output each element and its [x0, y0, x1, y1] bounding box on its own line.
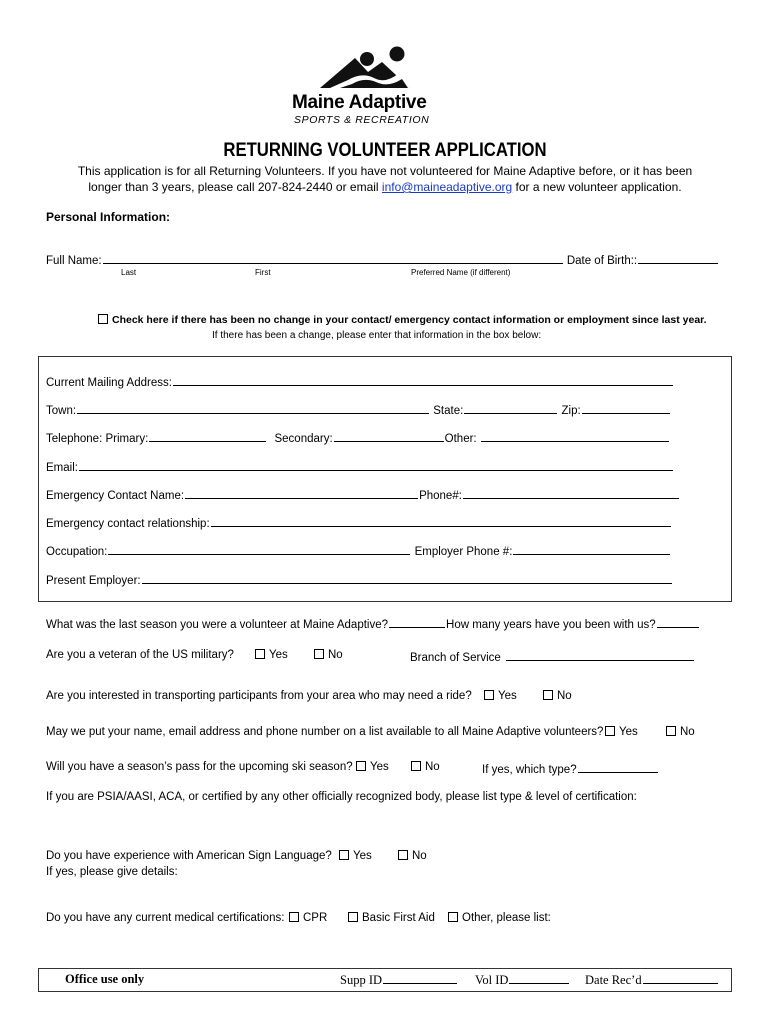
no-label: No	[425, 761, 440, 773]
tel-other-field[interactable]	[481, 430, 669, 442]
intro-text-end: for a new volunteer application.	[512, 180, 682, 194]
present-employer-label: Present Employer:	[46, 575, 141, 587]
email-row	[46, 459, 674, 474]
personal-info-heading: Personal Information:	[46, 210, 171, 224]
branch-label: Branch of Service	[410, 652, 501, 664]
tel-primary-field[interactable]	[149, 430, 266, 442]
yes-label: Yes	[353, 850, 372, 862]
logo-name: Maine Adaptive	[292, 92, 427, 113]
asl-yes[interactable]	[339, 850, 372, 862]
transport-yes-checkbox[interactable]	[484, 690, 494, 700]
season-pass-label: Will you have a season’s pass for the upcoming ski season?	[46, 761, 353, 773]
yes-label: Yes	[370, 761, 389, 773]
relationship-field[interactable]	[211, 515, 671, 527]
transport-no[interactable]	[543, 690, 572, 702]
email-field[interactable]	[79, 459, 673, 471]
supp-id-field[interactable]	[383, 972, 457, 984]
list-share-no-checkbox[interactable]	[666, 726, 676, 736]
intro-text: longer than 3 years, please call 207-824-2440 or email	[88, 180, 382, 194]
season-pass-no[interactable]	[411, 761, 440, 773]
state-field[interactable]	[464, 402, 557, 414]
full-name-row	[46, 252, 719, 267]
date-recd-field[interactable]	[643, 972, 718, 984]
years-with-field[interactable]	[657, 616, 699, 628]
no-change-note: If there has been a change, please enter that information in the box below:	[212, 330, 542, 341]
asl-label: Do you have experience with American Sign Language?	[46, 850, 332, 862]
zip-field[interactable]	[582, 402, 670, 414]
medical-label: Do you have any current medical certifications:	[46, 912, 285, 924]
logo-subtitle: SPORTS & RECREATION	[294, 114, 430, 126]
list-share-label: May we put your name, email address and phone number on a list available to all Maine Adaptive volunteers?	[46, 726, 604, 738]
asl-yes-checkbox[interactable]	[339, 850, 349, 860]
pass-type-label: If yes, which type?	[482, 764, 577, 776]
dob-field[interactable]	[638, 252, 718, 264]
town-label: Town:	[46, 405, 77, 417]
yes-label: Yes	[619, 726, 638, 738]
tel-secondary-field[interactable]	[334, 430, 444, 442]
name-sub-last: Last	[121, 268, 137, 277]
vol-id-label: Vol ID	[475, 973, 509, 987]
season-pass-yes[interactable]	[356, 761, 389, 773]
branch-field[interactable]	[506, 649, 694, 661]
season-pass-yes-checkbox[interactable]	[356, 761, 366, 771]
page-title: RETURNING VOLUNTEER APPLICATION	[223, 140, 547, 161]
no-label: No	[412, 850, 427, 862]
occupation-field[interactable]	[108, 543, 410, 555]
mailing-row	[46, 374, 674, 389]
list-share-yes-checkbox[interactable]	[605, 726, 615, 736]
full-name-field[interactable]	[103, 252, 563, 264]
other-cert-checkbox[interactable]	[448, 912, 458, 922]
emergency-phone-label: Phone#:	[419, 490, 462, 502]
emergency-phone-field[interactable]	[463, 487, 679, 499]
tel-primary-label: Telephone: Primary:	[46, 433, 149, 445]
certification-label: If you are PSIA/AASI, ACA, or certified by any other officially recognized body, please list type & level of certification:	[46, 791, 637, 803]
yes-label: Yes	[498, 690, 517, 702]
veteran-no[interactable]	[314, 649, 343, 661]
transport-yes[interactable]	[484, 690, 517, 702]
cpr-label: CPR	[303, 912, 328, 924]
veteran-no-checkbox[interactable]	[314, 649, 324, 659]
vol-id-field[interactable]	[509, 972, 569, 984]
season-pass-no-checkbox[interactable]	[411, 761, 421, 771]
yes-label: Yes	[269, 649, 288, 661]
supp-id-row	[340, 972, 458, 988]
first-aid-option[interactable]	[348, 912, 435, 924]
other-cert-label: Other, please list:	[462, 912, 551, 924]
dob-label: Date of Birth::	[566, 255, 638, 267]
cpr-option[interactable]	[289, 912, 327, 924]
list-share-yes[interactable]	[605, 726, 638, 738]
mailing-label: Current Mailing Address:	[46, 377, 172, 389]
employer-phone-field[interactable]	[513, 543, 670, 555]
asl-no-checkbox[interactable]	[398, 850, 408, 860]
mailing-field[interactable]	[173, 374, 673, 386]
emergency-name-field[interactable]	[185, 487, 418, 499]
veteran-label: Are you a veteran of the US military?	[46, 649, 234, 661]
pass-type-row	[482, 761, 659, 776]
cpr-checkbox[interactable]	[289, 912, 299, 922]
tel-other-label: Other:	[444, 433, 477, 445]
town-field[interactable]	[77, 402, 429, 414]
branch-row	[410, 649, 695, 664]
email-link[interactable]: info@maineadaptive.org	[381, 180, 513, 194]
no-change-label: Check here if there has been no change in your contact/ emergency contact information or employment since last year.	[112, 314, 707, 326]
intro-line-1: This application is for all Returning Volunteers. If you have not volunteered for Maine Adaptive before, or it has been	[77, 164, 693, 178]
town-row	[46, 402, 671, 417]
present-employer-field[interactable]	[142, 572, 672, 584]
veteran-yes[interactable]	[255, 649, 288, 661]
last-season-row	[46, 616, 700, 631]
date-recd-row	[585, 972, 719, 988]
supp-id-label: Supp ID	[340, 973, 383, 987]
employer-row	[46, 572, 673, 587]
tel-secondary-label: Secondary:	[274, 433, 333, 445]
date-recd-label: Date Rec’d	[585, 973, 642, 987]
first-aid-checkbox[interactable]	[348, 912, 358, 922]
telephone-row	[46, 430, 670, 445]
zip-label: Zip:	[561, 405, 581, 417]
email-label: Email:	[46, 462, 78, 474]
occupation-label: Occupation:	[46, 546, 108, 558]
no-change-row	[98, 314, 707, 326]
logo	[290, 44, 460, 128]
other-cert-option[interactable]	[448, 912, 551, 924]
list-share-no[interactable]	[666, 726, 695, 738]
office-use-label: Office use only	[65, 972, 145, 986]
asl-no[interactable]	[398, 850, 427, 862]
no-change-checkbox[interactable]	[98, 314, 108, 324]
occupation-row	[46, 543, 671, 558]
relationship-row	[46, 515, 672, 530]
transport-no-checkbox[interactable]	[543, 690, 553, 700]
vol-id-row	[475, 972, 570, 988]
contact-box	[38, 356, 732, 602]
emergency-name-label: Emergency Contact Name:	[46, 490, 185, 502]
employer-phone-label: Employer Phone #:	[414, 546, 513, 558]
state-label: State:	[433, 405, 464, 417]
no-label: No	[680, 726, 695, 738]
no-label: No	[328, 649, 343, 661]
emergency-row	[46, 487, 680, 502]
first-aid-label: Basic First Aid	[362, 912, 435, 924]
name-sub-first: First	[255, 268, 271, 277]
name-sub-preferred: Preferred Name (if different)	[411, 268, 511, 277]
last-season-field[interactable]	[389, 616, 445, 628]
transport-label: Are you interested in transporting participants from your area who may need a ride?	[46, 690, 472, 702]
no-label: No	[557, 690, 572, 702]
pass-type-field[interactable]	[578, 761, 658, 773]
veteran-yes-checkbox[interactable]	[255, 649, 265, 659]
intro-line-2	[0, 180, 770, 194]
years-with-label: How many years have you been with us?	[446, 619, 656, 631]
relationship-label: Emergency contact relationship:	[46, 518, 210, 530]
full-name-label: Full Name:	[46, 255, 102, 267]
last-season-label: What was the last season you were a volunteer at Maine Adaptive?	[46, 619, 389, 631]
asl-details-label: If yes, please give details:	[46, 866, 178, 878]
